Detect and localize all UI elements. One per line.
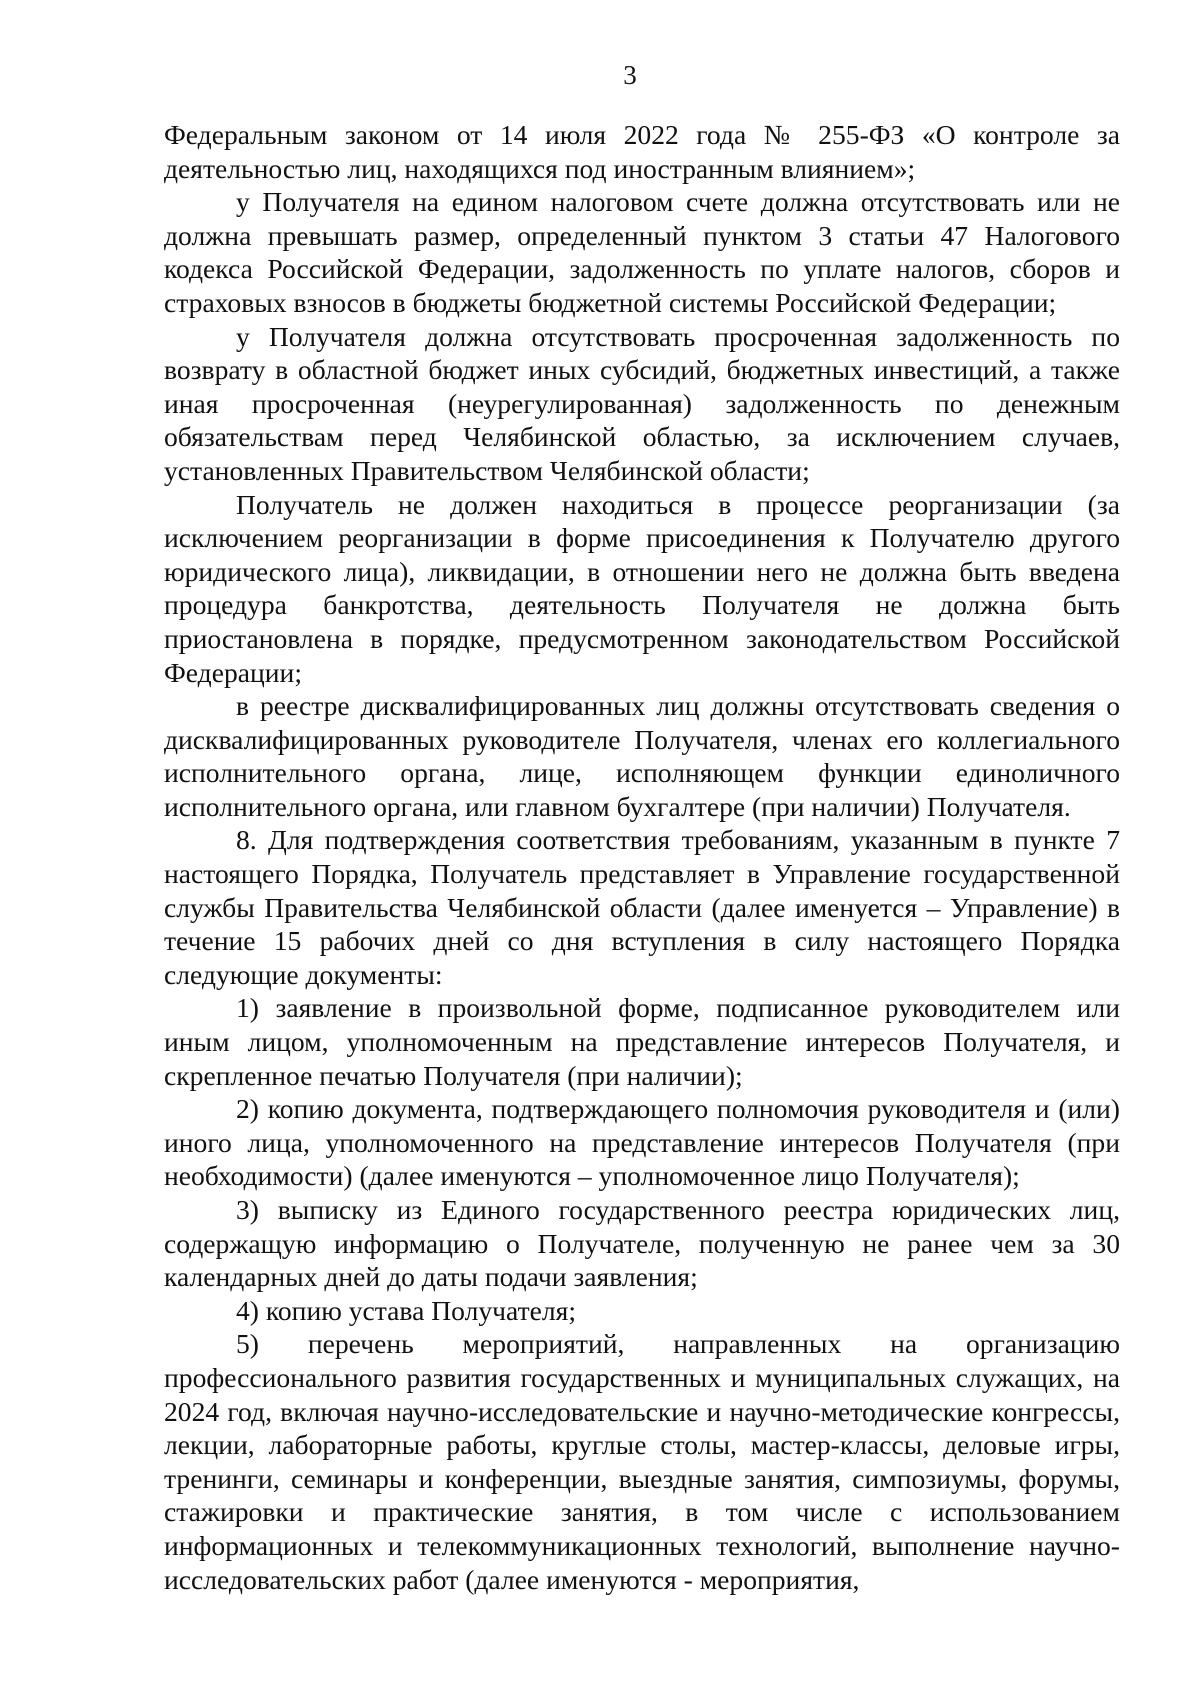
page-number: 3 <box>623 60 637 90</box>
paragraph-continuation: Федеральным законом от 14 июля 2022 года № 255-ФЗ «О контроле за деятельностью лиц, находящихся под иностранным влиянием»; <box>164 119 1120 184</box>
paragraph-item-8: 8. Для подтверждения соответствия требованиям, указанным в пункте 7 настоящего Порядка, Получатель представляет в Управление государственной службы Правительства Челябинской области (далее именуется – Управление) в течение 15 рабочих дней со дня вступления в силу настоящего Порядка следующие документы: <box>164 824 1120 990</box>
paragraph-doc-1: 1) заявление в произвольной форме, подписанное руководителем или иным лицом, уполномоченным на представление интересов Получателя, и скрепленное печатью Получателя (при наличии); <box>164 992 1120 1091</box>
document-body <box>164 118 1120 1596</box>
paragraph-tax-debt: у Получателя на едином налоговом счете должна отсутствовать или не должна превышать размер, определенный пунктом 3 статьи 47 Налогового кодекса Российской Федерации, задолженность по уплате налогов, сборов и страховых взносов в бюджеты бюджетной системы Российской Федерации; <box>164 186 1120 318</box>
paragraph-overdue-debt: у Получателя должна отсутствовать просроченная задолженность по возврату в областной бюджет иных субсидий, бюджетных инвестиций, а также иная просроченная (неурегулированная) задолженность по денежным обязательствам перед Челябинской областью, за исключением случаев, установленных Правительством Челябинской области; <box>164 320 1120 486</box>
paragraph-doc-3: 3) выписку из Единого государственного реестра юридических лиц, содержащую информацию о Получателе, полученную не ранее чем за 30 календарных дней до даты подачи заявления; <box>164 1194 1120 1293</box>
paragraph-doc-2: 2) копию документа, подтверждающего полномочия руководителя и (или) иного лица, уполномоченного на представление интересов Получателя (при необходимости) (далее именуются – уполномоченное лицо Получателя); <box>164 1093 1120 1192</box>
paragraph-disqualified-persons: в реестре дисквалифицированных лиц должны отсутствовать сведения о дисквалифицированных руководителе Получателя, членах его коллегиального исполнительного органа, лице, исполняющем функции единоличного исполнительного органа, или главном бухгалтере (при наличии) Получателя. <box>164 690 1120 822</box>
paragraph-doc-5: 5) перечень мероприятий, направленных на организацию профессионального развития государственных и муниципальных служащих, на 2024 год, включая научно-исследовательские и научно-методические конгрессы, лекции, лабораторные работы, круглые столы, мастер-классы, деловые игры, тренинги, семинары и конференции, выездные занятия, симпозиумы, форумы, стажировки и практические занятия, в том числе с использованием информационных и телекоммуникационных технологий, выполнение научно-исследовательских работ (далее именуются - мероприятия, <box>164 1328 1120 1595</box>
paragraph-doc-4: 4) копию устава Получателя; <box>236 1294 577 1326</box>
paragraph-reorganization: Получатель не должен находиться в процессе реорганизации (за исключением реорганизации в форме присоединения к Получателю другого юридического лица), ликвидации, в отношении него не должна быть введена процедура банкротства, деятельность Получателя не должна быть приостановлена в порядке, предусмотренном законодательством Российской Федерации; <box>164 488 1120 688</box>
